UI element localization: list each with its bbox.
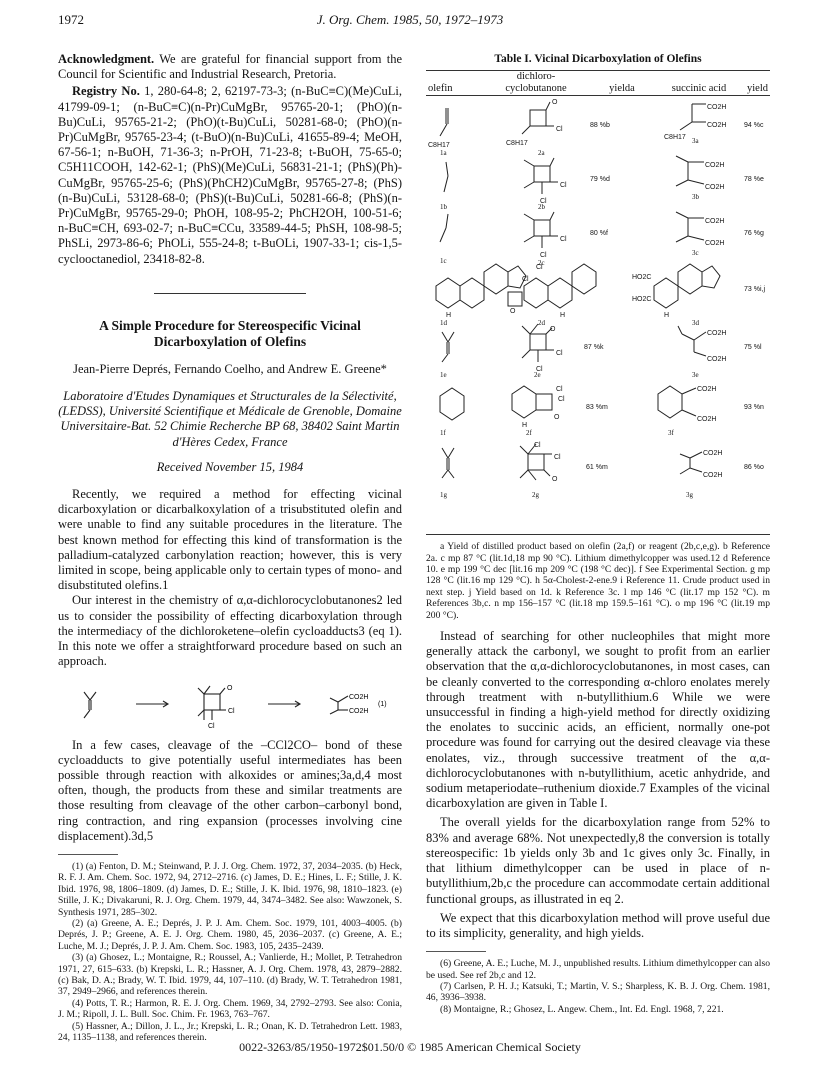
atom-h-d2: H	[560, 312, 566, 320]
label-1e: 1e	[440, 371, 447, 380]
ack-heading: Acknowledgment.	[58, 52, 155, 66]
atom-o-g: O	[552, 476, 558, 484]
atom-h-d1: H	[446, 312, 452, 320]
yield-3b: 78 %e	[744, 176, 764, 184]
article-title: A Simple Procedure for Stereospecific Vicinal Dicarboxylation of Olefins	[99, 317, 361, 349]
received-date: Received November 15, 1984	[156, 459, 304, 474]
table-title: Table I. Vicinal Dicarboxylation of Olefins	[494, 53, 702, 65]
atom-cl-b2: Cl	[540, 198, 547, 206]
footnote-rule-right	[426, 951, 486, 952]
paragraph-2: Our interest in the chemistry of α,α-dichlorocyclobutanones2 led us to consider the possibility of effecting dicarboxylation through the intermediacy of the dichloroketene–olefin cycloadducts3 (eq 1). In this note we offer a straightforward procedure based on such an approach.	[58, 593, 402, 669]
atom-h-f: H	[522, 422, 528, 430]
label-2b: 2b	[538, 203, 545, 212]
label-1f: 1f	[440, 429, 446, 438]
atom-co2h-e1: CO2H	[707, 330, 727, 338]
authors: Jean-Pierre Deprés, Fernando Coelho, and Andrew E. Greene*	[73, 361, 387, 376]
atom-h-d3: H	[664, 312, 670, 320]
col-olefin: olefin	[428, 83, 453, 95]
atom-co2h-b1: CO2H	[705, 162, 725, 170]
ack-text: We are grateful for financial support from the Council for Scientific and Industrial Research, Pretoria.	[58, 52, 403, 82]
affiliation: Laboratoire d'Etudes Dynamiques et Structurales de la Sélectivité, (LEDSS), Université Scientifique et Médicale de Grenoble, Domaine Universitaire-Bat. 52 Chimie Recherche BP 68, 38402 Saint Martin d'Hères Cedex, France	[58, 389, 402, 449]
footnote-2: (2) (a) Greene, A. E.; Deprés, J. P. J. Am. Chem. Soc. 1979, 101, 4003–4005. (b) Deprés, J. P.; Greene, A. E. J. Org. Chem. 1980, 45, 2036–2037. (c) Greene, A. E.; Luche, M. J.; Deprés, J. P. J. Am. Chem. Soc. 1983, 105, 2435–2439.	[58, 917, 402, 952]
page-number: 1972	[58, 12, 84, 27]
atom-c8h17-3: C8H17	[664, 134, 686, 142]
paragraph-3: In a few cases, cleavage of the –CCl2CO– bond of these cycloadducts to give potentially useful intermediates has been possible through reaction with alkoxides or amines;3a,d,4 most often, though, the products from these and similar treatments are those resulting from cleavage of the other carbon–carbonyl bond, ring contraction, and ring expansion (processes involving cine displacement).3d,5	[58, 737, 402, 843]
paragraph-1: Recently, we required a method for effecting vicinal dicarboxylation or dicarbalkoxylation of a trisubstituted olefin and were unable to find any suitable procedures in the literature. The best known method for effecting this kind of transformation is the palladium-catalyzed carbonylation reaction; however, this is very limited in scope, being applicable only to certain types of mono- and disubstituted olefins.1	[58, 487, 402, 593]
atom-cl-a: Cl	[556, 126, 563, 134]
col-dichlorocyclobutanone: dichloro- cyclobutanone	[505, 71, 567, 95]
paragraph-6: We expect that this dicarboxylation method will prove useful due to its simplicity, generality, and high yields.	[426, 910, 770, 940]
footnote-6: (6) Greene, A. E.; Luche, M. J., unpublished results. Lithium dimethylcopper can also be used. See ref 2b,c and 12.	[426, 958, 770, 981]
eq-number: (1)	[378, 700, 387, 708]
equation-1-scheme	[58, 676, 402, 732]
atom-o-e: O	[550, 326, 556, 334]
label-2c: 2c	[538, 259, 545, 268]
eq-co2h-label-2: CO2H	[349, 707, 369, 715]
label-3c: 3c	[692, 249, 699, 258]
eq-cl-label-2: Cl	[208, 722, 215, 730]
label-1g: 1g	[440, 491, 447, 500]
label-3e: 3e	[692, 371, 699, 380]
footnote-8: (8) Montaigne, R.; Ghosez, L. Angew. Chem., Int. Ed. Engl. 1968, 7, 221.	[440, 1003, 724, 1015]
footnote-rule	[58, 854, 118, 855]
atom-cl-d1: Cl	[536, 264, 543, 272]
eq-o-label: O	[227, 684, 233, 692]
yield-1a: 88 %b	[590, 122, 610, 130]
yield-3e: 75 %l	[744, 344, 762, 352]
yield-1g: 61 %m	[586, 464, 608, 472]
page-footer: 0022-3263/85/1950-1972$01.50/0 © 1985 American Chemical Society	[239, 1040, 581, 1054]
eq-cl-label-1: Cl	[228, 707, 235, 715]
registry-numbers	[58, 84, 402, 266]
label-3f: 3f	[668, 429, 674, 438]
atom-co2h-g1: CO2H	[703, 450, 723, 458]
label-1a: 1a	[440, 149, 447, 158]
yield-1c: 80 %f	[590, 230, 608, 238]
atom-co2h-a2: CO2H	[707, 122, 727, 130]
atom-cl-b1: Cl	[560, 182, 567, 190]
footnote-5: (5) Hassner, A.; Dillon, J. L., Jr.; Krepski, L. R.; Onan, K. D. Tetrahedron Lett. 1983, 24, 1135–1138, and references therein.	[58, 1020, 402, 1044]
yield-3d: 73 %i,j	[744, 286, 766, 294]
atom-co2h-g2: CO2H	[703, 472, 723, 480]
atom-co2h-f2: CO2H	[697, 416, 717, 424]
journal-header: J. Org. Chem. 1985, 50, 1972–1973	[316, 12, 504, 27]
yield-3f: 93 %n	[744, 404, 764, 412]
yield-1b: 79 %d	[590, 176, 610, 184]
table-header	[426, 70, 770, 95]
label-1c: 1c	[440, 257, 447, 266]
yield-3g: 86 %o	[744, 464, 764, 472]
atom-co2h-c2: CO2H	[705, 240, 725, 248]
right-column	[426, 52, 770, 1015]
footnote-4: (4) Potts, T. R.; Harmon, R. E. J. Org. Chem. 1969, 34, 2792–2793. See also: Conia, J. M.; Ripoll, J. L. Bull. Soc. Chim. Fr. 1963, 763–767.	[58, 997, 402, 1021]
label-3d: 3d	[692, 319, 699, 328]
label-2d: 2d	[538, 319, 545, 328]
label-2e: 2e	[534, 371, 541, 380]
label-3b: 3b	[692, 193, 699, 202]
section-divider	[154, 293, 306, 294]
atom-c8h17-2: C8H17	[506, 140, 528, 148]
label-1d: 1d	[440, 319, 447, 328]
col-yield-1: yielda	[609, 83, 635, 95]
atom-cl-f1: Cl	[556, 386, 563, 394]
left-column	[58, 52, 402, 1043]
atom-cl-c1: Cl	[560, 236, 567, 244]
yield-1f: 83 %m	[586, 404, 608, 412]
atom-co2h-f1: CO2H	[697, 386, 717, 394]
atom-o-f: O	[554, 414, 560, 422]
eq-co2h-label-1: CO2H	[349, 693, 369, 701]
atom-cl-e1: Cl	[556, 350, 563, 358]
atom-o-d: O	[510, 308, 516, 316]
atom-ho2c-d1: HO2C	[632, 274, 652, 282]
table-footnotes: a Yield of distilled product based on olefin (2a,f) or reagent (2b,c,e,g). b Reference 2a. c mp 87 °C (lit.1d,18 mp 90 °C). Lithium dimethylcopper was used.12 d Reference 10. e mp 199 °C dec [lit.16 mp 209 °C (198 °C dec)]. f See Experimental Section. g mp 128 °C (lit.16 mp 129 °C). h 5α-Cholest-2-ene.9 i Reference 11. Crude product used in next step. j Yield based on 1d. k Reference 3c. l mp 146 °C (lit.17 mp 152 °C). m References 3b,c. n mp 156–157 °C (lit.18 mp 159.5–161 °C). o mp 196 °C (lit.19 mp 200 °C).	[426, 541, 770, 621]
atom-cl-g1: Cl	[534, 442, 541, 450]
label-3a: 3a	[692, 137, 699, 146]
label-3g: 3g	[686, 491, 693, 500]
atom-co2h-e2: CO2H	[707, 356, 727, 364]
label-1b: 1b	[440, 203, 447, 212]
atom-co2h-c1: CO2H	[705, 218, 725, 226]
yield-3a: 94 %c	[744, 122, 764, 130]
atom-cl-f2: Cl	[558, 396, 565, 404]
col-yield-2: yield	[747, 83, 768, 95]
label-2f: 2f	[526, 429, 532, 438]
registry-heading: Registry No.	[72, 84, 140, 99]
table-structures	[426, 95, 770, 535]
equation-1	[58, 676, 402, 732]
footnote-1: (1) (a) Fenton, D. M.; Steinwand, P. J. J. Org. Chem. 1972, 37, 2034–2035. (b) Heck, R. F. J. Am. Chem. Soc. 1972, 94, 2712–2716. (c) James, D. E.; Hines, L. F.; Stille, J. K. Ibid. 1976, 98, 1806–1809. (d) James, D. E.; Stille, J. K. Ibid. 1976, 98, 1810–1823. (e) Stille, J. K.; Divakaruni, R. J. Org. Chem. 1979, 44, 3474–3482. See also: Wawzonek, S. Synthesis 1971, 285–302.	[58, 860, 402, 918]
label-2g: 2g	[532, 491, 539, 500]
atom-co2h-b2: CO2H	[705, 184, 725, 192]
col-succinic-acid: succinic acid	[671, 83, 727, 95]
atom-cl-g2: Cl	[554, 454, 561, 462]
atom-cl-e2: Cl	[536, 366, 543, 374]
atom-o-a: O	[552, 99, 558, 107]
footnote-3: (3) (a) Ghosez, L.; Montaigne, R.; Roussel, A.; Vanlierde, H.; Mollet, P. Tetrahedron 1971, 27, 615–633. (b) Krepski, L. R.; Hassner, A. J. Org. Chem. 1978, 43, 2879–2882. (c) Bak, D. A.; Brady, W. T. Ibid. 1979, 44, 107–110. (d) Brady, W. T. Tetrahedron 1981, 37, 2949–2966, and references therein.	[58, 952, 402, 998]
atom-ho2c-d2: HO2C	[632, 296, 652, 304]
label-2a: 2a	[538, 149, 545, 158]
paragraph-5: The overall yields for the dicarboxylation range from 52% to 83% and average 68%. Not unexpectedly,8 the conversion is totally stereospecific: 1b yields only 3b and 1c gives only 3c. Finally, in that lithium dimethylcopper can be used in place of n-butyllithium,2b,c the procedure can accommodate certain additional functional groups, as illustrated in eq 2.	[426, 815, 770, 906]
acknowledgment	[58, 52, 402, 82]
registry-text: 1, 280-64-8; 2, 62197-73-3; (n-BuC≡C)(Me)CuLi, 41799-09-1; (n-BuC≡C)(n-Pr)CuMgBr, 95765-20-1; (PhO)(n-Bu)CuLi, 95765-21-2; (PhO)(t-Bu)CuLi, 50281-68-0; (PhO)(n-Pr)CuMgBr, 95765-23-4; (t-BuO)(n-Bu)CuLi, 41655-89-4; MeOH, 67-56-1; n-BuOH, 71-36-3; n-PrOH, 71-23-8; t-BuOH, 75-65-0; C5H11COOH, 142-62-1; (PhS)(Me)CuLi, 56831-21-1; (PhS)(Ph)-CuMgBr, 95765-25-6; (PhS)(PhCH2)CuMgBr, 95765-27-8; (PhS)(n-Bu)CuLi, 53128-68-0; (PhS)(t-Bu)CuLi, 50281-66-8; (PhS)(n-Pr)CuMgBr, 95765-29-0; PhOH, 108-95-2; PhCH2OH, 100-51-6; n-BuC≡CH, 693-02-7; n-BuC≡CCu, 33589-44-5; PhSH, 108-98-5; PhSLi, 2973-86-6; PhOLi, 555-24-8; t-BuOLi, 1907-33-1; cis-1,5-cyclooctanediol, 23418-82-8.	[58, 84, 402, 266]
atom-cl-c2: Cl	[540, 252, 547, 260]
yield-1e: 87 %k	[584, 344, 604, 352]
atom-c8h17-1: C8H17	[428, 142, 450, 150]
atom-cl-d2: Cl	[522, 276, 529, 284]
paragraph-4: Instead of searching for other nucleophiles that might more generally attack the carbonyl, we sought to profit from an earlier observation that the α,α-dichlorocyclobutanones, in most cases, can be cleanly converted to the corresponding α-chloro enolates merely through treatment with n-butyllithium.6 While we were unsuccessful in finding a high-yield method for directly oxidizing the enolates to succinic acids, an efficient, normally one-pot procedure was found for carrying out the desired cleavage via these enolates, viz., through successive treatment of the α,α-dichlorocyclobutanones with n-butyllithium, acetic anhydride, and sodium metaperiodate–ruthenium dioxide.7 Examples of the vicinal dicarboxylation are given in Table I.	[426, 629, 770, 811]
footnote-7: (7) Carlsen, P. H. J.; Katsuki, T.; Martin, V. S.; Sharpless, K. B. J. Org. Chem. 1981, 46, 3936–3938.	[426, 980, 770, 1004]
yield-3c: 76 %g	[744, 230, 764, 238]
atom-co2h-a1: CO2H	[707, 104, 727, 112]
